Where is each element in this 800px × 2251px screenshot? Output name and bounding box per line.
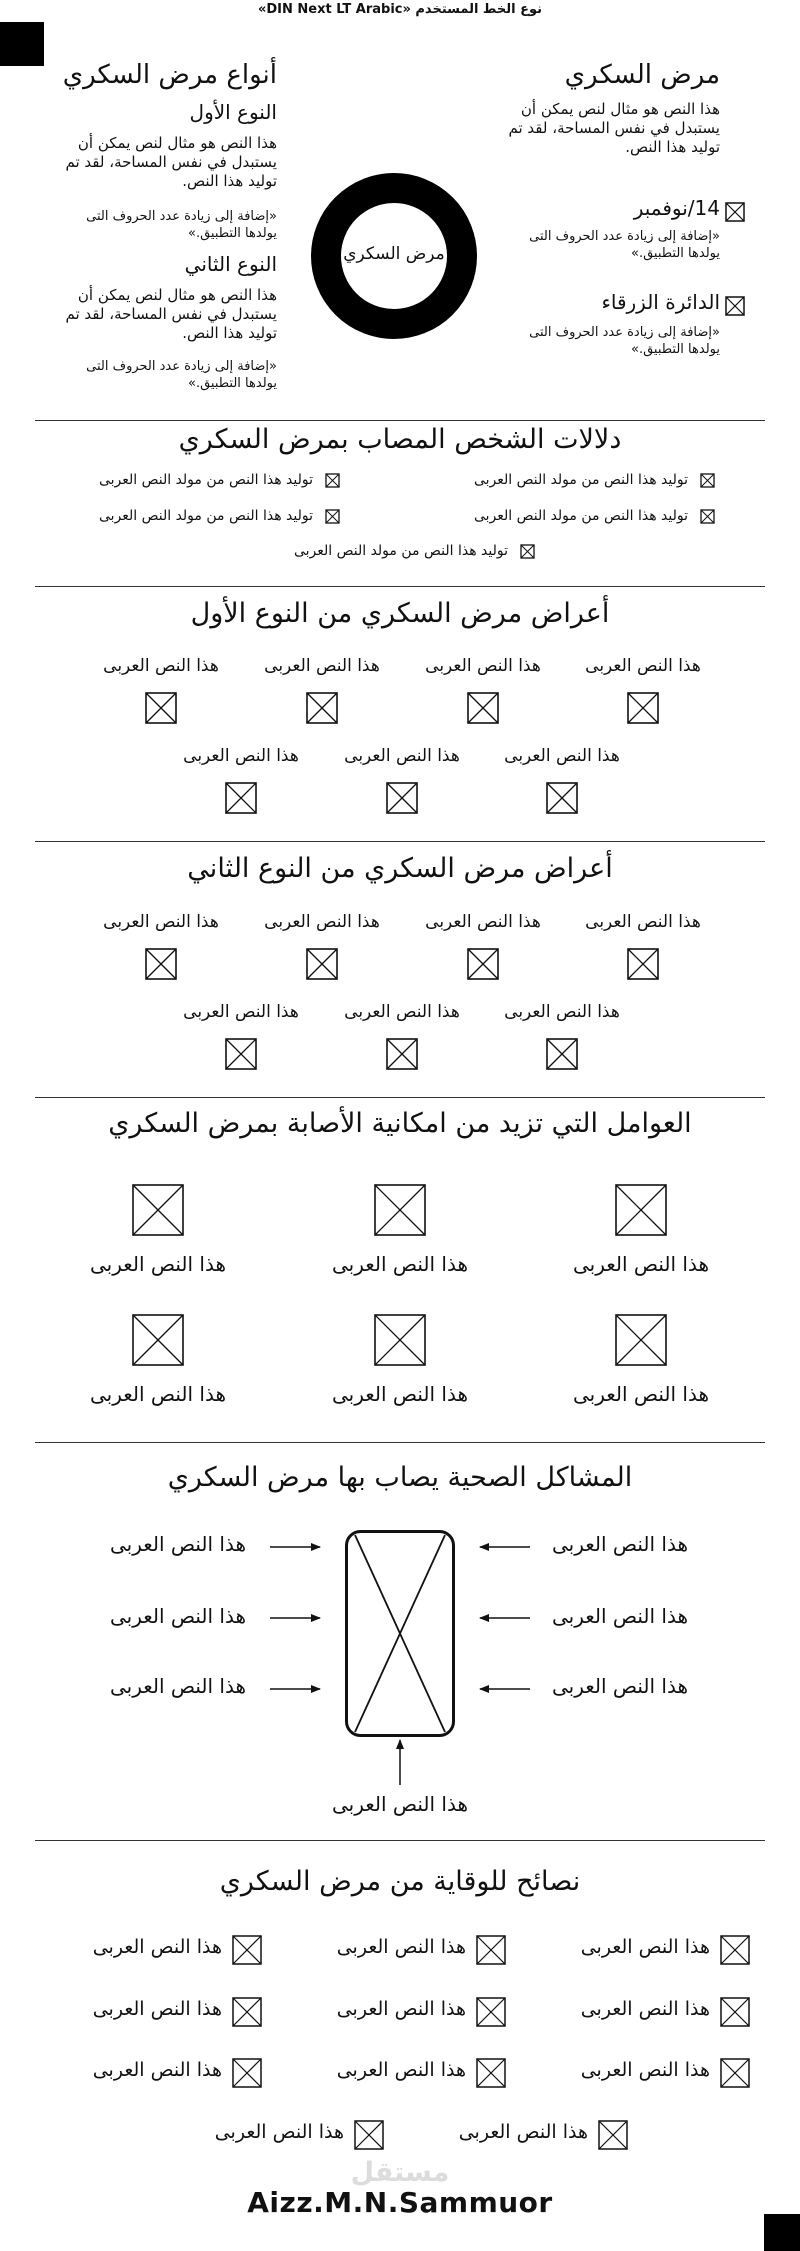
prevention-label: هذا النص العربى <box>458 2121 588 2143</box>
problem-label-right: هذا النص العربى <box>551 1674 689 1698</box>
symptom-label: هذا النص العربى <box>504 1002 620 1022</box>
type2-title: النوع الثاني <box>184 252 277 276</box>
checkbox-x-icon <box>232 1935 262 1965</box>
risk-label: هذا النص العربى <box>331 1382 469 1406</box>
type1-note: «إضافة إلى زيادة عدد الحروف التى يولدها التطبيق.» <box>86 209 277 241</box>
type2-text: هذا النص هو مثال لنص يمكن أن يستبدل في نفس المساحة، لقد تم توليد هذا النص. <box>65 286 277 342</box>
sign-item: توليد هذا النص من مولد النص العربى <box>265 543 535 559</box>
signs-title: دلالات الشخص المصاب بمرض السكري <box>178 424 622 455</box>
checkbox-x-icon <box>700 473 715 488</box>
intro-right-text: هذا النص هو مثال لنص يمكن أن يستبدل في نفس المساحة، لقد تم توليد هذا النص. <box>508 100 720 156</box>
image-placeholder-icon <box>306 948 338 980</box>
image-placeholder-icon <box>546 782 578 814</box>
symptom-label: هذا النص العربى <box>425 912 541 932</box>
problem-label-right: هذا النص العربى <box>551 1604 689 1628</box>
sign-item: توليد هذا النص من مولد النص العربى <box>75 508 340 524</box>
types-title: أنواع مرض السكري <box>62 60 277 90</box>
date-note: «إضافة إلى زيادة عدد الحروف التى يولدها التطبيق.» <box>529 229 720 261</box>
divider-1 <box>35 420 765 421</box>
symptom-label: هذا النص العربى <box>344 746 460 766</box>
checkbox-x-icon <box>700 509 715 524</box>
image-placeholder-icon <box>306 692 338 724</box>
divider-6 <box>35 1840 765 1841</box>
prevention-label: هذا النص العربى <box>580 2059 710 2081</box>
prevention-label: هذا النص العربى <box>336 2059 466 2081</box>
sign-item: توليد هذا النص من مولد النص العربى <box>460 508 715 524</box>
type1-text: هذا النص هو مثال لنص يمكن أن يستبدل في نفس المساحة، لقد تم توليد هذا النص. <box>65 134 277 190</box>
image-placeholder-icon <box>225 782 257 814</box>
sign-item: توليد هذا النص من مولد النص العربى <box>460 472 715 488</box>
checkbox-x-icon <box>476 1997 506 2027</box>
problem-arrows <box>0 1500 800 1800</box>
image-placeholder-icon <box>132 1184 184 1236</box>
image-placeholder-icon <box>627 692 659 724</box>
checkbox-x-icon <box>720 1935 750 1965</box>
image-placeholder-icon <box>615 1184 667 1236</box>
author-signature: Aizz.M.N.Sammuor <box>247 2186 553 2219</box>
symptom-label: هذا النص العربى <box>103 656 219 676</box>
font-note: نوع الخط المستخدم «DIN Next LT Arabic» <box>257 2 542 17</box>
symptom-label: هذا النص العربى <box>585 656 701 676</box>
divider-5 <box>35 1442 765 1443</box>
checkbox-x-icon <box>720 2058 750 2088</box>
type1-title: النوع الأول <box>189 100 277 124</box>
prevention-label: هذا النص العربى <box>580 1998 710 2020</box>
type2-symptoms-title: أعراض مرض السكري من النوع الثاني <box>187 853 613 884</box>
divider-3 <box>35 841 765 842</box>
risk-label: هذا النص العربى <box>89 1382 227 1406</box>
image-placeholder-icon <box>386 782 418 814</box>
divider-4 <box>35 1097 765 1098</box>
symptom-label: هذا النص العربى <box>344 1002 460 1022</box>
image-placeholder-icon <box>145 692 177 724</box>
image-placeholder-icon <box>374 1184 426 1236</box>
risk-label: هذا النص العربى <box>89 1252 227 1276</box>
symptom-label: هذا النص العربى <box>264 656 380 676</box>
corner-square-top <box>0 22 44 66</box>
risk-label: هذا النص العربى <box>331 1252 469 1276</box>
image-placeholder-icon <box>546 1038 578 1070</box>
problem-label-left: هذا النص العربى <box>109 1674 247 1698</box>
image-placeholder-icon <box>374 1314 426 1366</box>
problem-label-right: هذا النص العربى <box>551 1532 689 1556</box>
prevention-label: هذا النص العربى <box>92 1998 222 2020</box>
checkbox-x-icon <box>232 2058 262 2088</box>
prevention-label: هذا النص العربى <box>336 1998 466 2020</box>
image-placeholder-icon <box>225 1038 257 1070</box>
symptom-label: هذا النص العربى <box>425 656 541 676</box>
sign-item: توليد هذا النص من مولد النص العربى <box>75 472 340 488</box>
prevention-label: هذا النص العربى <box>214 2121 344 2143</box>
circle-title: الدائرة الزرقاء <box>601 290 720 314</box>
risk-label: هذا النص العربى <box>572 1382 710 1406</box>
divider-2 <box>35 586 765 587</box>
corner-square-bottom <box>764 2214 800 2251</box>
problem-label-bottom: هذا النص العربى <box>331 1792 469 1816</box>
intro-right-title: مرض السكري <box>564 60 720 90</box>
type2-note: «إضافة إلى زيادة عدد الحروف التى يولدها التطبيق.» <box>86 359 277 391</box>
risk-factors-title: العوامل التي تزيد من امكانية الأصابة بمرض السكري <box>108 1108 692 1139</box>
risk-label: هذا النص العربى <box>572 1252 710 1276</box>
checkbox-x-icon <box>520 544 535 559</box>
prevention-label: هذا النص العربى <box>580 1936 710 1958</box>
image-placeholder-icon <box>467 948 499 980</box>
ring-label: مرض السكري <box>343 244 445 264</box>
image-placeholder-icon <box>386 1038 418 1070</box>
image-placeholder-icon <box>615 1314 667 1366</box>
checkbox-x-icon <box>325 473 340 488</box>
image-placeholder-icon <box>145 948 177 980</box>
image-placeholder-icon <box>132 1314 184 1366</box>
problem-label-left: هذا النص العربى <box>109 1604 247 1628</box>
symptom-label: هذا النص العربى <box>504 746 620 766</box>
date-box-icon <box>725 202 745 222</box>
checkbox-x-icon <box>354 2120 384 2150</box>
symptom-label: هذا النص العربى <box>585 912 701 932</box>
health-problems-title: المشاكل الصحية يصاب بها مرض السكري <box>167 1462 633 1493</box>
prevention-title: نصائح للوقاية من مرض السكري <box>219 1866 581 1897</box>
checkbox-x-icon <box>598 2120 628 2150</box>
symptom-label: هذا النص العربى <box>103 912 219 932</box>
prevention-label: هذا النص العربى <box>92 1936 222 1958</box>
date-title: 14/نوفمبر <box>633 196 720 220</box>
circle-note: «إضافة إلى زيادة عدد الحروف التى يولدها التطبيق.» <box>529 325 720 357</box>
image-placeholder-icon <box>467 692 499 724</box>
checkbox-x-icon <box>232 1997 262 2027</box>
checkbox-x-icon <box>476 2058 506 2088</box>
problem-label-left: هذا النص العربى <box>109 1532 247 1556</box>
symptom-label: هذا النص العربى <box>183 1002 299 1022</box>
watermark: مستقل <box>350 2157 450 2188</box>
symptom-label: هذا النص العربى <box>264 912 380 932</box>
prevention-label: هذا النص العربى <box>336 1936 466 1958</box>
circle-box-icon <box>725 296 745 316</box>
checkbox-x-icon <box>476 1935 506 1965</box>
checkbox-x-icon <box>720 1997 750 2027</box>
checkbox-x-icon <box>325 509 340 524</box>
prevention-label: هذا النص العربى <box>92 2059 222 2081</box>
type1-symptoms-title: أعراض مرض السكري من النوع الأول <box>190 598 610 629</box>
symptom-label: هذا النص العربى <box>183 746 299 766</box>
image-placeholder-icon <box>627 948 659 980</box>
